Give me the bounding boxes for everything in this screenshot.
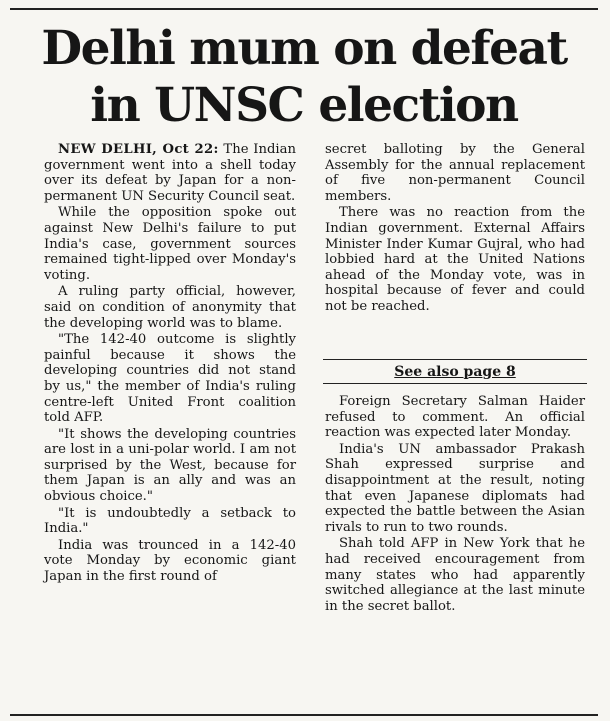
see-also-rule-top: [323, 359, 587, 360]
paragraph: A ruling party official, however, said on condition of anonymity that the developing world was to blame.: [44, 284, 296, 331]
dateline: NEW DELHI, Oct 22:: [58, 142, 219, 157]
paragraph: Shah told AFP in New York that he had received encouragement from many states who had apparently switched allegiance at the last minute in the secret ballot.: [325, 536, 585, 614]
paragraph: India's UN ambassador Prakash Shah expressed surprise and disappointment at the result, noting that even Japanese diplomats had expected the battle between the Asian rivals to run to two rounds.: [325, 441, 585, 535]
left-column: [44, 142, 296, 586]
paragraph: While the opposition spoke out against New Delhi's failure to put India's case, government sources remained tight-lipped over Monday's voting.: [44, 205, 296, 283]
right-column-bottom: [325, 394, 585, 615]
headline-line-1: Delhi mum on defeat: [41, 21, 567, 76]
see-also-text: See also page 8: [394, 364, 516, 380]
see-also-reference: [323, 363, 587, 381]
headline: [10, 20, 598, 134]
lead-text: The Indian government went into a shell today over its defeat by Japan for a non-permanent UN Security Council seat.: [44, 142, 296, 204]
lead-paragraph: [44, 142, 296, 204]
paragraph: Foreign Secretary Salman Haider refused to comment. An official reaction was expected later Monday.: [325, 394, 585, 441]
right-column-top: [325, 142, 585, 316]
paragraph: India was trounced in a 142-40 vote Monday by economic giant Japan in the first round of: [44, 537, 296, 585]
paragraph: There was no reaction from the Indian government. External Affairs Minister Inder Kumar Gujral, who had lobbied hard at the United Nations ahead of the Monday vote, was in hospital because of fever and could not be reached.: [325, 205, 585, 314]
headline-line-2: in UNSC election: [90, 78, 518, 133]
continuation-paragraph: secret balloting by the General Assembly for the annual replacement of five non-permanent Council members.: [325, 142, 585, 204]
paragraph: "It shows the developing countries are lost in a uni-polar world. I am not surprised by the West, because for them Japan is an ally and was an obvious choice.": [44, 426, 296, 505]
paragraph: "It is undoubtedly a setback to India.": [44, 505, 296, 537]
see-also-rule-bottom: [323, 383, 587, 384]
paragraph: "The 142-40 outcome is slightly painful because it shows the developing countries did not stand by us," the member of India's ruling centre-left United Front coalition told AFP.: [44, 332, 296, 426]
